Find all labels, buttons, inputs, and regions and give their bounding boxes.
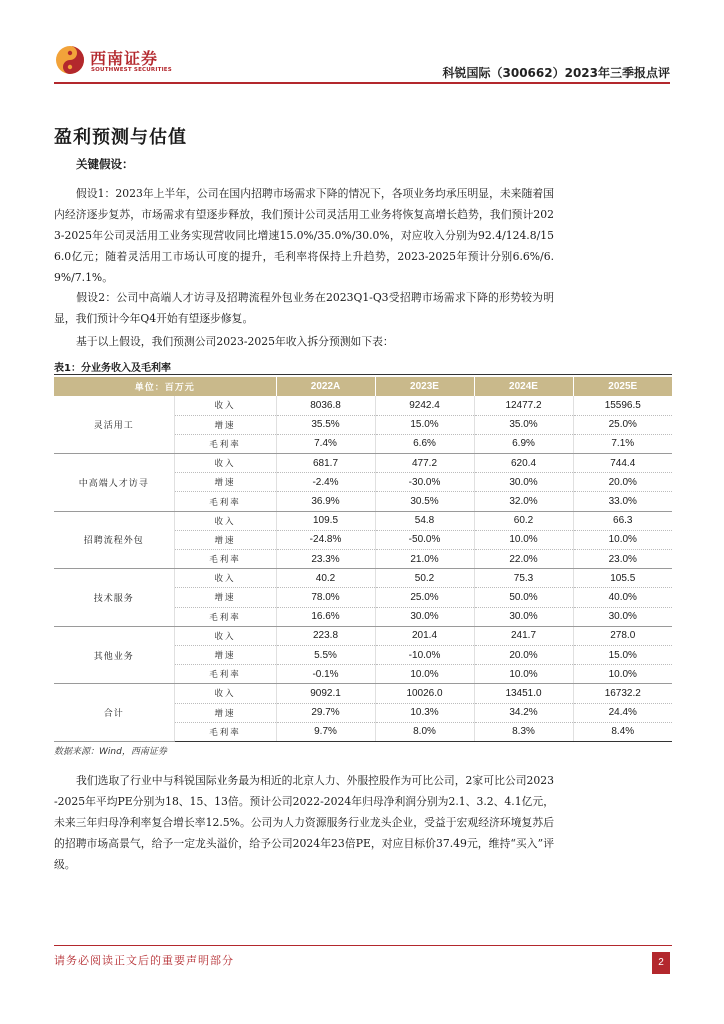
value-cell: 33.0% xyxy=(573,492,672,511)
metric-label-cell: 收入 xyxy=(174,626,276,645)
table-row xyxy=(54,454,672,473)
value-cell: 7.4% xyxy=(276,434,375,453)
metric-label-cell: 收入 xyxy=(174,684,276,703)
value-cell: 40.2 xyxy=(276,569,375,588)
segment-name-cell: 中高端人才访寻 xyxy=(54,454,174,512)
value-cell: 25.0% xyxy=(375,588,474,607)
table-caption: 表1：分业务收入及毛利率 xyxy=(54,363,171,374)
value-cell: 10026.0 xyxy=(375,684,474,703)
key-assumptions-heading: 关键假设： xyxy=(76,157,134,171)
data-source-note: 数据来源：Wind，西南证券 xyxy=(54,747,167,757)
value-cell: 105.5 xyxy=(573,569,672,588)
value-cell: 15596.5 xyxy=(573,396,672,415)
value-cell: 16.6% xyxy=(276,607,375,626)
metric-label-cell: 毛利率 xyxy=(174,434,276,453)
value-cell: 30.0% xyxy=(474,473,573,492)
value-cell: 9242.4 xyxy=(375,396,474,415)
value-cell: 8.0% xyxy=(375,722,474,741)
basis-text: 基于以上假设，我们预测公司2023-2025年收入拆分预测如下表： xyxy=(76,335,394,348)
value-cell: 744.4 xyxy=(573,454,672,473)
value-cell: -24.8% xyxy=(276,530,375,549)
value-cell: -0.1% xyxy=(276,665,375,684)
value-cell: 681.7 xyxy=(276,454,375,473)
value-cell: 620.4 xyxy=(474,454,573,473)
table-row xyxy=(54,684,672,703)
metric-label-cell: 收入 xyxy=(174,569,276,588)
page-header xyxy=(54,40,670,84)
value-cell: 8.3% xyxy=(474,722,573,741)
value-cell: 30.0% xyxy=(375,607,474,626)
assumption-1-paragraph xyxy=(54,183,554,289)
table-header-row xyxy=(54,377,672,396)
value-cell: -2.4% xyxy=(276,473,375,492)
value-cell: 6.6% xyxy=(375,434,474,453)
header-divider xyxy=(54,82,670,84)
metric-label-cell: 增速 xyxy=(174,415,276,434)
value-cell: 241.7 xyxy=(474,626,573,645)
value-cell: 34.2% xyxy=(474,703,573,722)
table-row xyxy=(54,511,672,530)
basis-paragraph xyxy=(54,331,554,352)
metric-label-cell: 毛利率 xyxy=(174,722,276,741)
value-cell: 8.4% xyxy=(573,722,672,741)
value-cell: 66.3 xyxy=(573,511,672,530)
value-cell: 54.8 xyxy=(375,511,474,530)
report-title: 科锐国际（300662）2023年三季报点评 xyxy=(442,66,670,80)
value-cell: 278.0 xyxy=(573,626,672,645)
value-cell: 6.9% xyxy=(474,434,573,453)
caption-divider xyxy=(54,374,672,375)
value-cell: 24.4% xyxy=(573,703,672,722)
table-row xyxy=(54,569,672,588)
value-cell: 20.0% xyxy=(573,473,672,492)
value-cell: 20.0% xyxy=(474,645,573,664)
metric-label-cell: 毛利率 xyxy=(174,665,276,684)
table-row xyxy=(54,396,672,415)
segment-name-cell: 灵活用工 xyxy=(54,396,174,454)
value-cell: 30.0% xyxy=(573,607,672,626)
metric-label-cell: 增速 xyxy=(174,588,276,607)
metric-label-cell: 增速 xyxy=(174,473,276,492)
year-header: 2023E xyxy=(375,377,474,396)
year-header: 2025E xyxy=(573,377,672,396)
logo-english-name: SOUTHWEST SECURITIES xyxy=(91,67,172,73)
value-cell: 9.7% xyxy=(276,722,375,741)
metric-label-cell: 毛利率 xyxy=(174,607,276,626)
value-cell: 30.0% xyxy=(474,607,573,626)
value-cell: 12477.2 xyxy=(474,396,573,415)
value-cell: 40.0% xyxy=(573,588,672,607)
metric-label-cell: 增速 xyxy=(174,530,276,549)
metric-label-cell: 毛利率 xyxy=(174,550,276,569)
valuation-paragraph xyxy=(54,770,554,875)
value-cell: -10.0% xyxy=(375,645,474,664)
value-cell: 16732.2 xyxy=(573,684,672,703)
value-cell: 35.5% xyxy=(276,415,375,434)
segment-name-cell: 招聘流程外包 xyxy=(54,511,174,569)
metric-label-cell: 收入 xyxy=(174,396,276,415)
value-cell: 50.2 xyxy=(375,569,474,588)
value-cell: 477.2 xyxy=(375,454,474,473)
value-cell: 8036.8 xyxy=(276,396,375,415)
value-cell: 10.0% xyxy=(573,530,672,549)
year-header: 2022A xyxy=(276,377,375,396)
value-cell: 10.0% xyxy=(474,665,573,684)
value-cell: 60.2 xyxy=(474,511,573,530)
footer-divider xyxy=(54,945,672,946)
value-cell: 201.4 xyxy=(375,626,474,645)
segment-name-cell: 技术服务 xyxy=(54,569,174,627)
company-logo xyxy=(54,44,214,80)
page-number: 2 xyxy=(652,952,670,974)
logo-chinese-name: 西南证券 xyxy=(90,49,159,68)
value-cell: 13451.0 xyxy=(474,684,573,703)
section-title: 盈利预测与估值 xyxy=(54,127,187,148)
table-row xyxy=(54,626,672,645)
value-cell: 5.5% xyxy=(276,645,375,664)
metric-label-cell: 增速 xyxy=(174,703,276,722)
value-cell: 32.0% xyxy=(474,492,573,511)
unit-header: 单位：百万元 xyxy=(54,377,276,396)
value-cell: 35.0% xyxy=(474,415,573,434)
metric-label-cell: 增速 xyxy=(174,645,276,664)
logo-mark-icon xyxy=(54,44,86,76)
value-cell: 23.3% xyxy=(276,550,375,569)
value-cell: 22.0% xyxy=(474,550,573,569)
value-cell: 109.5 xyxy=(276,511,375,530)
value-cell: 223.8 xyxy=(276,626,375,645)
value-cell: 15.0% xyxy=(375,415,474,434)
year-header: 2024E xyxy=(474,377,573,396)
valuation-text: 我们选取了行业中与科锐国际业务最为相近的北京人力、外服控股作为可比公司，2家可比公司2023-2025年平均PE分别为18、15、13倍。预计公司2022-2024年归母净利润分别为2.1、3.2、4.1亿元，未来三年归母净利率复合增长率12.5%。公司为人力资源服务行业龙头企业，受益于宏观经济环境复苏后的招聘市场高景气，给予一定龙头溢价，给予公司2024年23倍PE，对应目标价37.49元，维持“买入”评级。 xyxy=(54,774,554,872)
value-cell: 25.0% xyxy=(573,415,672,434)
value-cell: 9092.1 xyxy=(276,684,375,703)
metric-label-cell: 毛利率 xyxy=(174,492,276,511)
metric-label-cell: 收入 xyxy=(174,511,276,530)
value-cell: 10.3% xyxy=(375,703,474,722)
value-cell: 36.9% xyxy=(276,492,375,511)
assumption-2-paragraph xyxy=(54,287,554,329)
value-cell: -50.0% xyxy=(375,530,474,549)
value-cell: -30.0% xyxy=(375,473,474,492)
value-cell: 29.7% xyxy=(276,703,375,722)
value-cell: 50.0% xyxy=(474,588,573,607)
segment-revenue-table xyxy=(54,377,672,742)
footer-disclaimer: 请务必阅读正文后的重要声明部分 xyxy=(54,954,234,967)
value-cell: 10.0% xyxy=(375,665,474,684)
value-cell: 78.0% xyxy=(276,588,375,607)
value-cell: 15.0% xyxy=(573,645,672,664)
segment-name-cell: 合计 xyxy=(54,684,174,742)
segment-name-cell: 其他业务 xyxy=(54,626,174,684)
value-cell: 21.0% xyxy=(375,550,474,569)
value-cell: 30.5% xyxy=(375,492,474,511)
value-cell: 10.0% xyxy=(573,665,672,684)
value-cell: 10.0% xyxy=(474,530,573,549)
assumption-1-text: 假设1：2023年上半年，公司在国内招聘市场需求下降的情况下，各项业务均承压明显，未来随着国内经济逐步复苏，市场需求有望逐步释放，我们预计公司灵活用工业务将恢复高增长趋势，我们预计2023-2025年公司灵活用工业务实现营收同比增速15.0%/35.0%/30.0%，对应收入分别为92.4/124.8/156.0亿元；随着灵活用工市场认可度的提升，毛利率将保持上升趋势，2023-2025年预计分别6.6%/6.9%/7.1%。 xyxy=(54,187,554,285)
value-cell: 75.3 xyxy=(474,569,573,588)
value-cell: 23.0% xyxy=(573,550,672,569)
assumption-2-text: 假设2：公司中高端人才访寻及招聘流程外包业务在2023Q1-Q3受招聘市场需求下降的形势较为明显，我们预计今年Q4开始有望逐步修复。 xyxy=(54,291,554,326)
metric-label-cell: 收入 xyxy=(174,454,276,473)
value-cell: 7.1% xyxy=(573,434,672,453)
